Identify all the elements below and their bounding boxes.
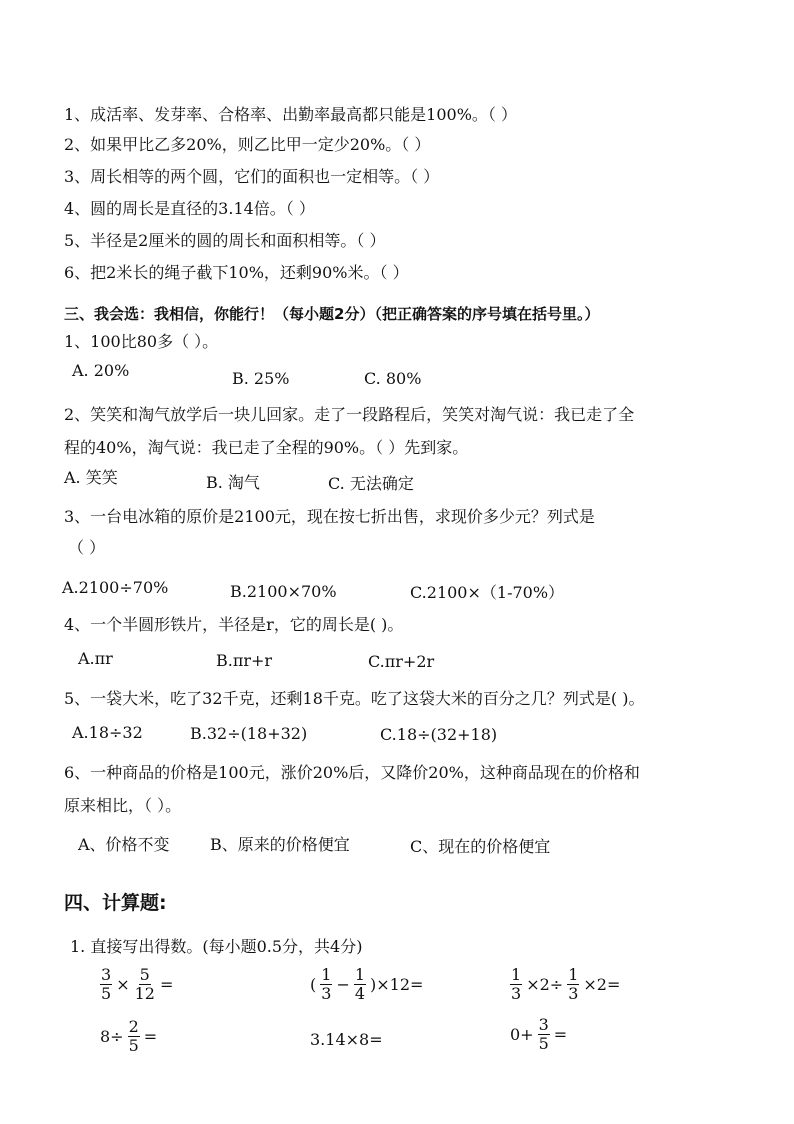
choice-q2-line1: 2、笑笑和淘气放学后一块儿回家。走了一段路程后，笑笑对淘气说：我已走了全 [64,405,635,424]
choice-q3-line2: （ ） [68,538,106,557]
choice-q5-b: B.32÷(18+32) [190,724,308,743]
calc-expr-2: ( $\frac{1}{3}$ − $\frac{1}{4}$ )×12= [310,965,424,1003]
fraction: $\frac{1}{3}$ [568,965,579,1003]
calc-expr-6: 0+ $\frac{3}{5}$ = [510,1015,568,1053]
choice-q1-a: A. 20% [72,361,130,380]
choice-q6-line2: 原来相比，（ ）。 [64,796,182,815]
section3-title: 三、我会选：我相信，你能行！（每小题2分）（把正确答案的序号填在括号里。） [64,305,600,323]
calc-expr-5: 3.14×8= [310,1030,383,1049]
calc-expr-4: 8÷ $\frac{2}{5}$ = [100,1017,158,1055]
choice-q3-c: C.2100×（1-70%） [410,583,565,602]
choice-q2-a: A. 笑笑 [64,468,118,487]
section4-title: 四、计算题: [64,892,167,914]
fraction: $\frac{1}{4}$ [354,965,366,1003]
judge-q4: 4、圆的周长是直径的3.14倍。（ ） [64,199,315,218]
choice-q1-b: B. 25% [232,369,290,388]
choice-q5: 5、一袋大米，吃了32千克，还剩18千克。吃了这袋大米的百分之几？列式是( )。 [64,689,645,708]
fraction: $\frac{1}{3}$ [511,965,522,1003]
choice-q1: 1、100比80多（ ）。 [64,332,219,351]
judge-q1: 1、成活率、发芽率、合格率、出勤率最高都只能是100%。（ ） [64,105,518,124]
calc-q1-title: 1. 直接写出得数。(每小题0.5分，共4分) [70,937,363,956]
calc-expr-1: $\frac{3}{5}$ × $\frac{5}{12}$ = [101,965,174,1003]
fraction: $\frac{3}{5}$ [101,965,112,1003]
choice-q6-line1: 6、一种商品的价格是100元，涨价20%后，又降价20%，这种商品现在的价格和 [64,763,640,782]
judge-q5: 5、半径是2厘米的圆的周长和面积相等。（ ） [64,231,386,250]
choice-q3-line1: 3、一台电冰箱的原价是2100元，现在按七折出售，求现价多少元？列式是 [64,507,595,526]
choice-q3-b: B.2100×70% [230,582,337,601]
choice-q2-line2: 程的40%，淘气说：我已走了全程的90%。（ ）先到家。 [64,438,469,457]
judge-q2: 2、如果甲比乙多20%，则乙比甲一定少20%。（ ） [64,135,431,154]
choice-q5-c: C.18÷(32+18) [380,725,498,744]
fraction: $\frac{5}{12}$ [134,965,155,1003]
choice-q2-b: B. 淘气 [206,473,260,492]
choice-q1-c: C. 80% [364,369,422,388]
choice-q5-a: A.18÷32 [72,723,143,742]
choice-q4-c: C.πr+2r [368,652,435,671]
choice-q4-b: B.πr+r [216,651,273,670]
choice-q4: 4、一个半圆形铁片，半径是r，它的周长是( )。 [64,615,404,634]
choice-q6-c: C、现在的价格便宜 [410,837,551,856]
judge-q3: 3、周长相等的两个圆，它们的面积也一定相等。（ ） [64,167,440,186]
fraction: $\frac{2}{5}$ [128,1017,139,1055]
fraction: $\frac{3}{5}$ [538,1015,549,1053]
calc-expr-3: $\frac{1}{3}$ ×2÷ $\frac{1}{3}$ ×2= [511,965,621,1003]
judge-q6: 6、把2米长的绳子截下10%，还剩90%米。（ ） [64,263,409,282]
choice-q6-b: B、原来的价格便宜 [210,835,350,854]
choice-q6-a: A、价格不变 [78,835,170,854]
choice-q2-c: C. 无法确定 [328,474,414,493]
choice-q4-a: A.πr [78,649,113,668]
fraction: $\frac{1}{3}$ [321,965,332,1003]
choice-q3-a: A.2100÷70% [62,578,169,597]
